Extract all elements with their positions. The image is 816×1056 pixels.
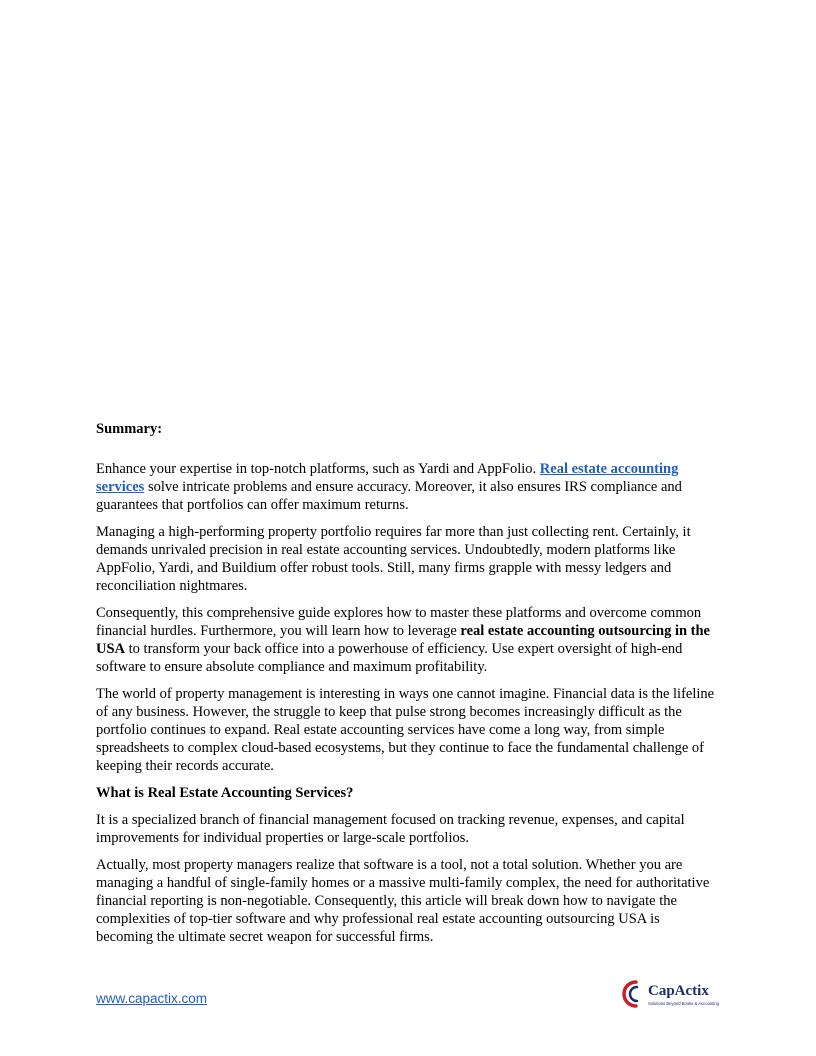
- outsourcing-bold-text: real estate accounting outsourcing in the USA: [96, 623, 710, 657]
- summary-heading: Summary:: [96, 421, 163, 437]
- paragraph-software-tool: Actually, most property managers realize that software is a tool, not a total solution. Whether you are managing a handful of single-family homes or a massive multi-family complex, the need for authoritative financial reporting is non-negotiable. Consequently, this article will break down how to navigate the complexities of top-tier software and why professional real estate accounting outsourcing USA is becoming the ultimate secret weapon for successful firms.: [96, 857, 710, 945]
- logo-wordmark: CapActix: [648, 983, 709, 999]
- logo-tagline: Solutions Beyond Books & Accounting: [648, 1001, 720, 1006]
- section-heading-what-is: What is Real Estate Accounting Services?: [96, 785, 354, 801]
- guide-text-start: Consequently, this comprehensive guide explores how to master these platforms and overcome common financial hurdles. Furthermore, you will learn how to leverage: [96, 605, 702, 639]
- paragraph-property-management: The world of property management is interesting in ways one cannot imagine. Financial data is the lifeline of any business. However, the struggle to keep that pulse strong becomes increasingly difficult as the portfolio continues to expand. Real estate accounting services have come a long way, from simple spreadsheets to complex cloud-based ecosystems, but they continue to face the fundamental challenge of keeping their records accurate.: [96, 686, 715, 774]
- paragraph-definition: It is a specialized branch of financial management focused on tracking revenue, expenses, and capital improvements for individual properties or large-scale portfolios.: [96, 812, 685, 846]
- guide-text-end: to transform your back office into a powerhouse of efficiency. Use expert oversight of high-end software to ensure absolute compliance and maximum profitability.: [96, 641, 683, 675]
- paragraph-portfolio: Managing a high-performing property portfolio requires far more than just collecting rent. Certainly, it demands unrivaled precision in real estate accounting services. Undoubtedly, modern platforms like AppFolio, Yardi, and Buildium offer robust tools. Still, many firms grapple with messy ledgers and reconciliation nightmares.: [96, 524, 691, 594]
- paragraph-guide: [96, 604, 720, 676]
- real-estate-accounting-link[interactable]: Real estate accounting services: [96, 461, 679, 495]
- intro-text-start: Enhance your expertise in top-notch platforms, such as Yardi and AppFolio.: [96, 461, 540, 477]
- capactix-logo: [622, 978, 722, 1010]
- swoosh-logo-icon: [624, 982, 637, 1006]
- document-body: [96, 420, 720, 955]
- footer-website-link[interactable]: www.capactix.com: [96, 991, 208, 1006]
- intro-text-end: solve intricate problems and ensure accuracy. Moreover, it also ensures IRS compliance and guarantees that portfolios can offer maximum returns.: [96, 479, 682, 513]
- intro-paragraph: [96, 460, 720, 514]
